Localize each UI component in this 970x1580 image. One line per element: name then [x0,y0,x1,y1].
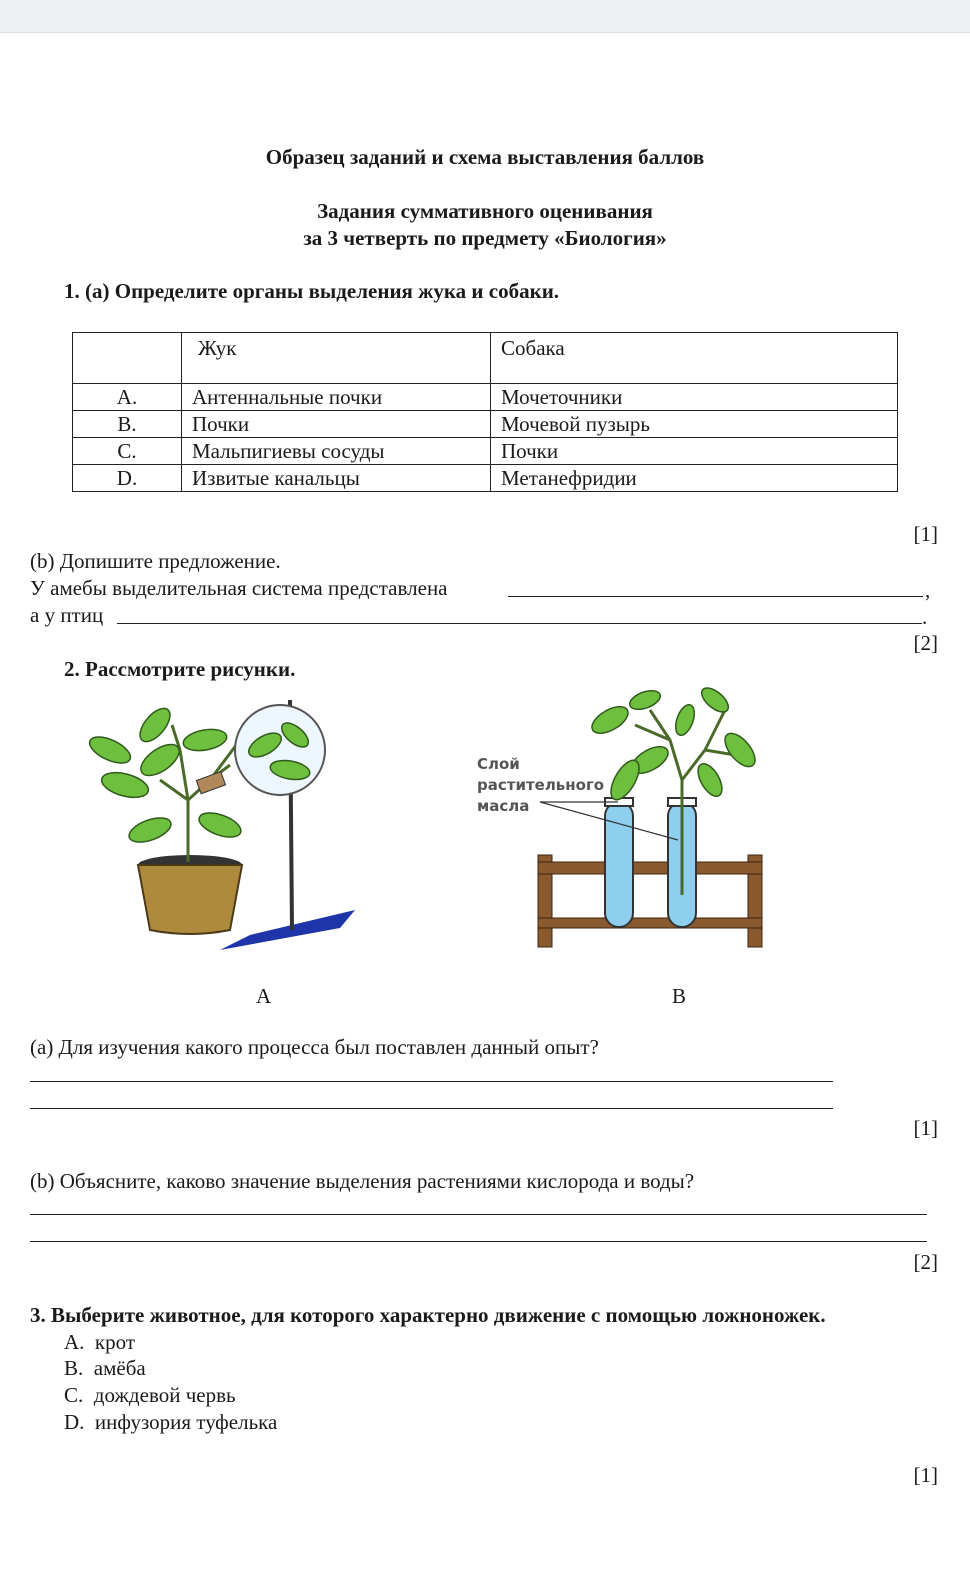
leaf [698,684,733,717]
question-3-prompt: 3. Выберите животное, для которого характерно движение с помощью ложноножек. [30,1303,826,1327]
option-letter: B. [64,1356,84,1380]
option-letter: D. [64,1410,85,1434]
table-cell: C. [73,438,182,465]
leaf [134,703,175,746]
question-2a-prompt: (a) Для изучения какого процесса был поставлен данный опыт? [30,1035,599,1059]
figure-a-potted-plant [80,680,380,960]
oil-layer-label [477,754,604,817]
table-cell: Антеннальные почки [182,384,491,411]
question-1b-sentence-2: а у птиц [30,603,104,627]
table-row [73,411,898,438]
table-row [73,465,898,492]
oil-label-line: растительного [477,776,605,794]
question-1a-score: [1] [913,522,938,546]
table-header-cell: Жук [182,333,491,384]
assessment-subtitle: за 3 четверть по предмету «Биология» [303,226,667,250]
leaf [693,760,727,800]
leaf [588,701,633,738]
figure-b-test-tubes [470,680,770,955]
table-cell: Почки [182,411,491,438]
comma-mark: , [925,578,931,602]
question-1b-score: [2] [913,631,938,655]
viewer-top-bar [0,0,970,33]
question-1b-sentence-1: У амебы выделительная система представлена [30,576,448,600]
bag-tie [196,772,225,794]
table-cell: A. [73,384,182,411]
option-letter: C. [64,1383,84,1407]
question-2b-score: [2] [913,1250,938,1274]
table-cell: Метанефридии [491,465,898,492]
rack-top-bar [538,862,762,874]
oil-label-line: Слой [477,755,520,773]
table-cell: Мочевой пузырь [491,411,898,438]
table-header-row [73,333,898,384]
leaf [86,732,134,769]
answer-line[interactable] [30,1214,927,1215]
leaf [196,808,244,842]
option-text: дождевой червь [93,1383,236,1407]
answer-line[interactable] [30,1081,833,1082]
page-title: Образец заданий и схема выставления баллов [265,145,705,169]
answer-option[interactable] [64,1383,236,1408]
question-2-prompt: 2. Рассмотрите рисунки. [64,657,296,681]
answer-line[interactable] [30,1241,927,1242]
answer-line-birds[interactable] [117,623,922,624]
table-header-cell [73,333,182,384]
table-cell: B. [73,411,182,438]
answer-option[interactable] [64,1330,135,1355]
option-text: амёба [93,1356,146,1380]
leaf [627,687,663,713]
option-text: крот [94,1330,136,1354]
figure-a-caption: А [256,984,272,1008]
question-2b-prompt: (b) Объясните, каково значение выделения растениями кислорода и воды? [30,1169,695,1193]
table-cell: D. [73,465,182,492]
figure-b-caption: В [672,984,687,1008]
question-1a-prompt: 1. (a) Определите органы выделения жука и собаки. [64,279,560,303]
table-cell: Извитые канальцы [182,465,491,492]
leaf [672,702,698,738]
question-1b-prompt: (b) Допишите предложение. [30,549,281,573]
stand-base [220,910,355,950]
oil-label-line: масла [477,797,530,815]
table-row [73,384,898,411]
assessment-title: Задания суммативного оценивания [317,199,653,223]
leaf [182,726,229,753]
table-cell: Мочеточники [491,384,898,411]
answer-option[interactable] [64,1356,146,1381]
leaf [605,756,644,804]
table-cell: Мальпигиевы сосуды [182,438,491,465]
answer-line[interactable] [30,1108,833,1109]
period-mark: . [922,605,928,629]
answer-line-amoeba[interactable] [508,596,923,597]
leaf [126,813,174,847]
flower-pot [138,865,242,934]
question-2a-score: [1] [913,1116,938,1140]
answer-option[interactable] [64,1410,277,1435]
table-header-cell: Собака [491,333,898,384]
question-3-score: [1] [913,1463,938,1487]
rack-bottom-bar [538,918,762,928]
leaf [719,728,760,771]
excretion-organs-table [72,332,898,492]
option-text: инфузория туфелька [94,1410,278,1434]
table-cell: Почки [491,438,898,465]
option-letter: A. [64,1330,85,1354]
table-row [73,438,898,465]
